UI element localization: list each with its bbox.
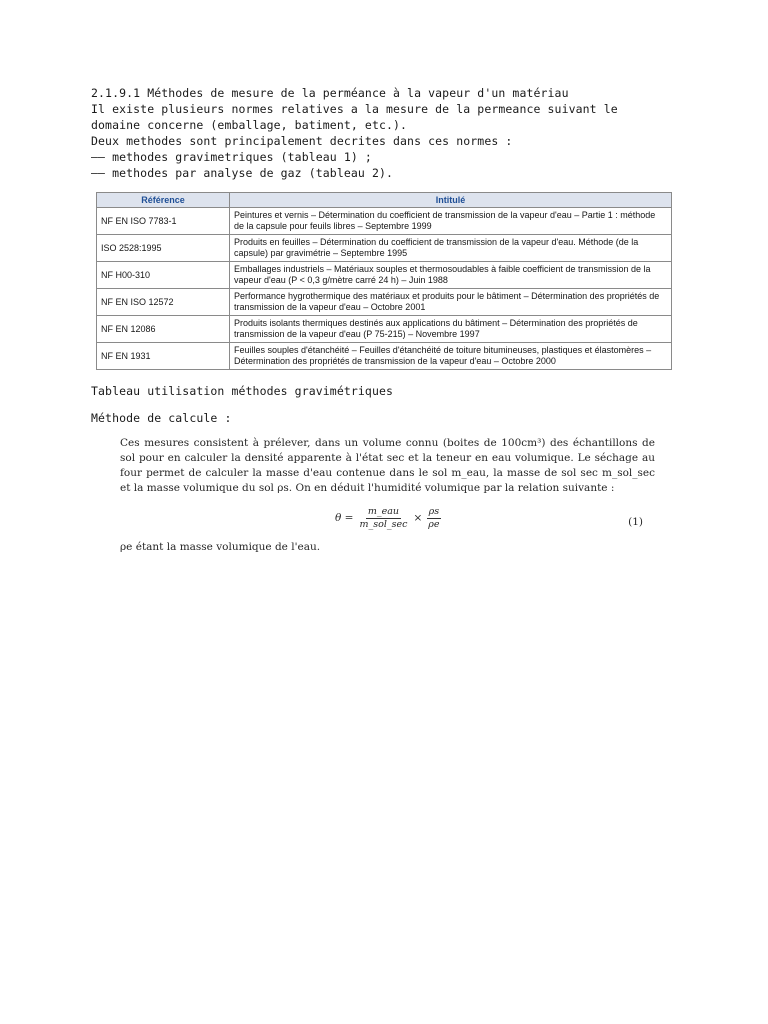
- calc-excerpt: [120, 436, 655, 555]
- title-cell: Feuilles souples d'étanchéité – Feuilles d'étanchéité de toiture bitumineuses, plastiques et élastomères – Détermination des propriétés de transmission de la vapeur d'eau – Octobre 2000: [230, 343, 672, 370]
- table-row: [97, 262, 672, 289]
- table-row: [97, 316, 672, 343]
- section-heading: 2.1.9.1 Méthodes de mesure de la perméance à la vapeur d'un matériau: [91, 86, 569, 100]
- closing-sentence: ρe étant la masse volumique de l'eau.: [120, 541, 321, 553]
- reference-cell: NF H00-310: [97, 262, 230, 289]
- table-row: [97, 235, 672, 262]
- fraction-density: [426, 506, 441, 531]
- title-cell: Produits isolants thermiques destinés aux applications du bâtiment – Détermination des propriétés de transmission de la vapeur d'eau (P 75-215) – Novembre 1997: [230, 316, 672, 343]
- reference-cell: NF EN ISO 7783-1: [97, 208, 230, 235]
- standards-table: [96, 192, 672, 370]
- calc-paragraph: Ces mesures consistent à prélever, dans un volume connu (boites de 100cm³) des échantillons de sol pour en calculer la densité apparente à l'état sec et la teneur en eau volumique. Le séchage au four permet de calculer la masse d'eau contenue dans le sol m_eau, la masse de sol sec m_sol_sec et la masse volumique du sol ρs. On en déduit l'humidité volumique par la relation suivante :: [120, 437, 655, 494]
- denominator-rho-e: ρe: [428, 519, 440, 530]
- formula-row: [120, 506, 655, 540]
- reference-cell: NF EN 1931: [97, 343, 230, 370]
- numerator-rho-s: ρs: [428, 506, 440, 517]
- calc-label: Méthode de calcule :: [91, 411, 232, 425]
- reference-cell: NF EN ISO 12572: [97, 289, 230, 316]
- reference-cell: NF EN 12086: [97, 316, 230, 343]
- intro-line: Deux methodes sont principalement decrites dans ces normes :: [91, 134, 513, 148]
- title-cell: Produits en feuilles – Détermination du coefficient de transmission de la vapeur d'eau. Méthode (de la capsule) par gravimétrie – Septembre 1995: [230, 235, 672, 262]
- intro-line: —— methodes gravimetriques (tableau 1) ;: [91, 150, 372, 164]
- denominator-m-sol-sec: m_sol_sec: [359, 519, 408, 530]
- table-row: [97, 289, 672, 316]
- header-title: Intitulé: [230, 193, 672, 208]
- intro-line: domaine concerne (emballage, batiment, etc.).: [91, 118, 408, 132]
- header-reference: Référence: [97, 193, 230, 208]
- reference-cell: ISO 2528:1995: [97, 235, 230, 262]
- title-cell: Emballages industriels – Matériaux souples et thermosoudables à faible coefficient de transmission de la vapeur d'eau (P < 0,3 g/mètre carré 24 h) – Juin 1988: [230, 262, 672, 289]
- table-header-row: [97, 193, 672, 208]
- equation-number: (1): [628, 516, 643, 528]
- intro-section: [91, 85, 711, 181]
- table-caption: Tableau utilisation méthodes gravimétriques: [91, 384, 394, 398]
- fraction-mass: [357, 506, 409, 531]
- humidity-formula: [335, 506, 445, 531]
- intro-line: Il existe plusieurs normes relatives a la mesure de la permeance suivant le: [91, 102, 618, 116]
- formula-lhs: θ =: [335, 512, 354, 524]
- times-sign: ×: [413, 512, 423, 524]
- title-cell: Performance hygrothermique des matériaux et produits pour le bâtiment – Détermination des propriétés de transmission de la vapeur d'eau – Octobre 2001: [230, 289, 672, 316]
- table-row: [97, 343, 672, 370]
- intro-line: —— methodes par analyse de gaz (tableau 2).: [91, 166, 394, 180]
- table-row: [97, 208, 672, 235]
- title-cell: Peintures et vernis – Détermination du coefficient de transmission de la vapeur d'eau – Partie 1 : méthode de la capsule pour feuils libres – Septembre 1999: [230, 208, 672, 235]
- numerator-m-eau: m_eau: [367, 506, 400, 517]
